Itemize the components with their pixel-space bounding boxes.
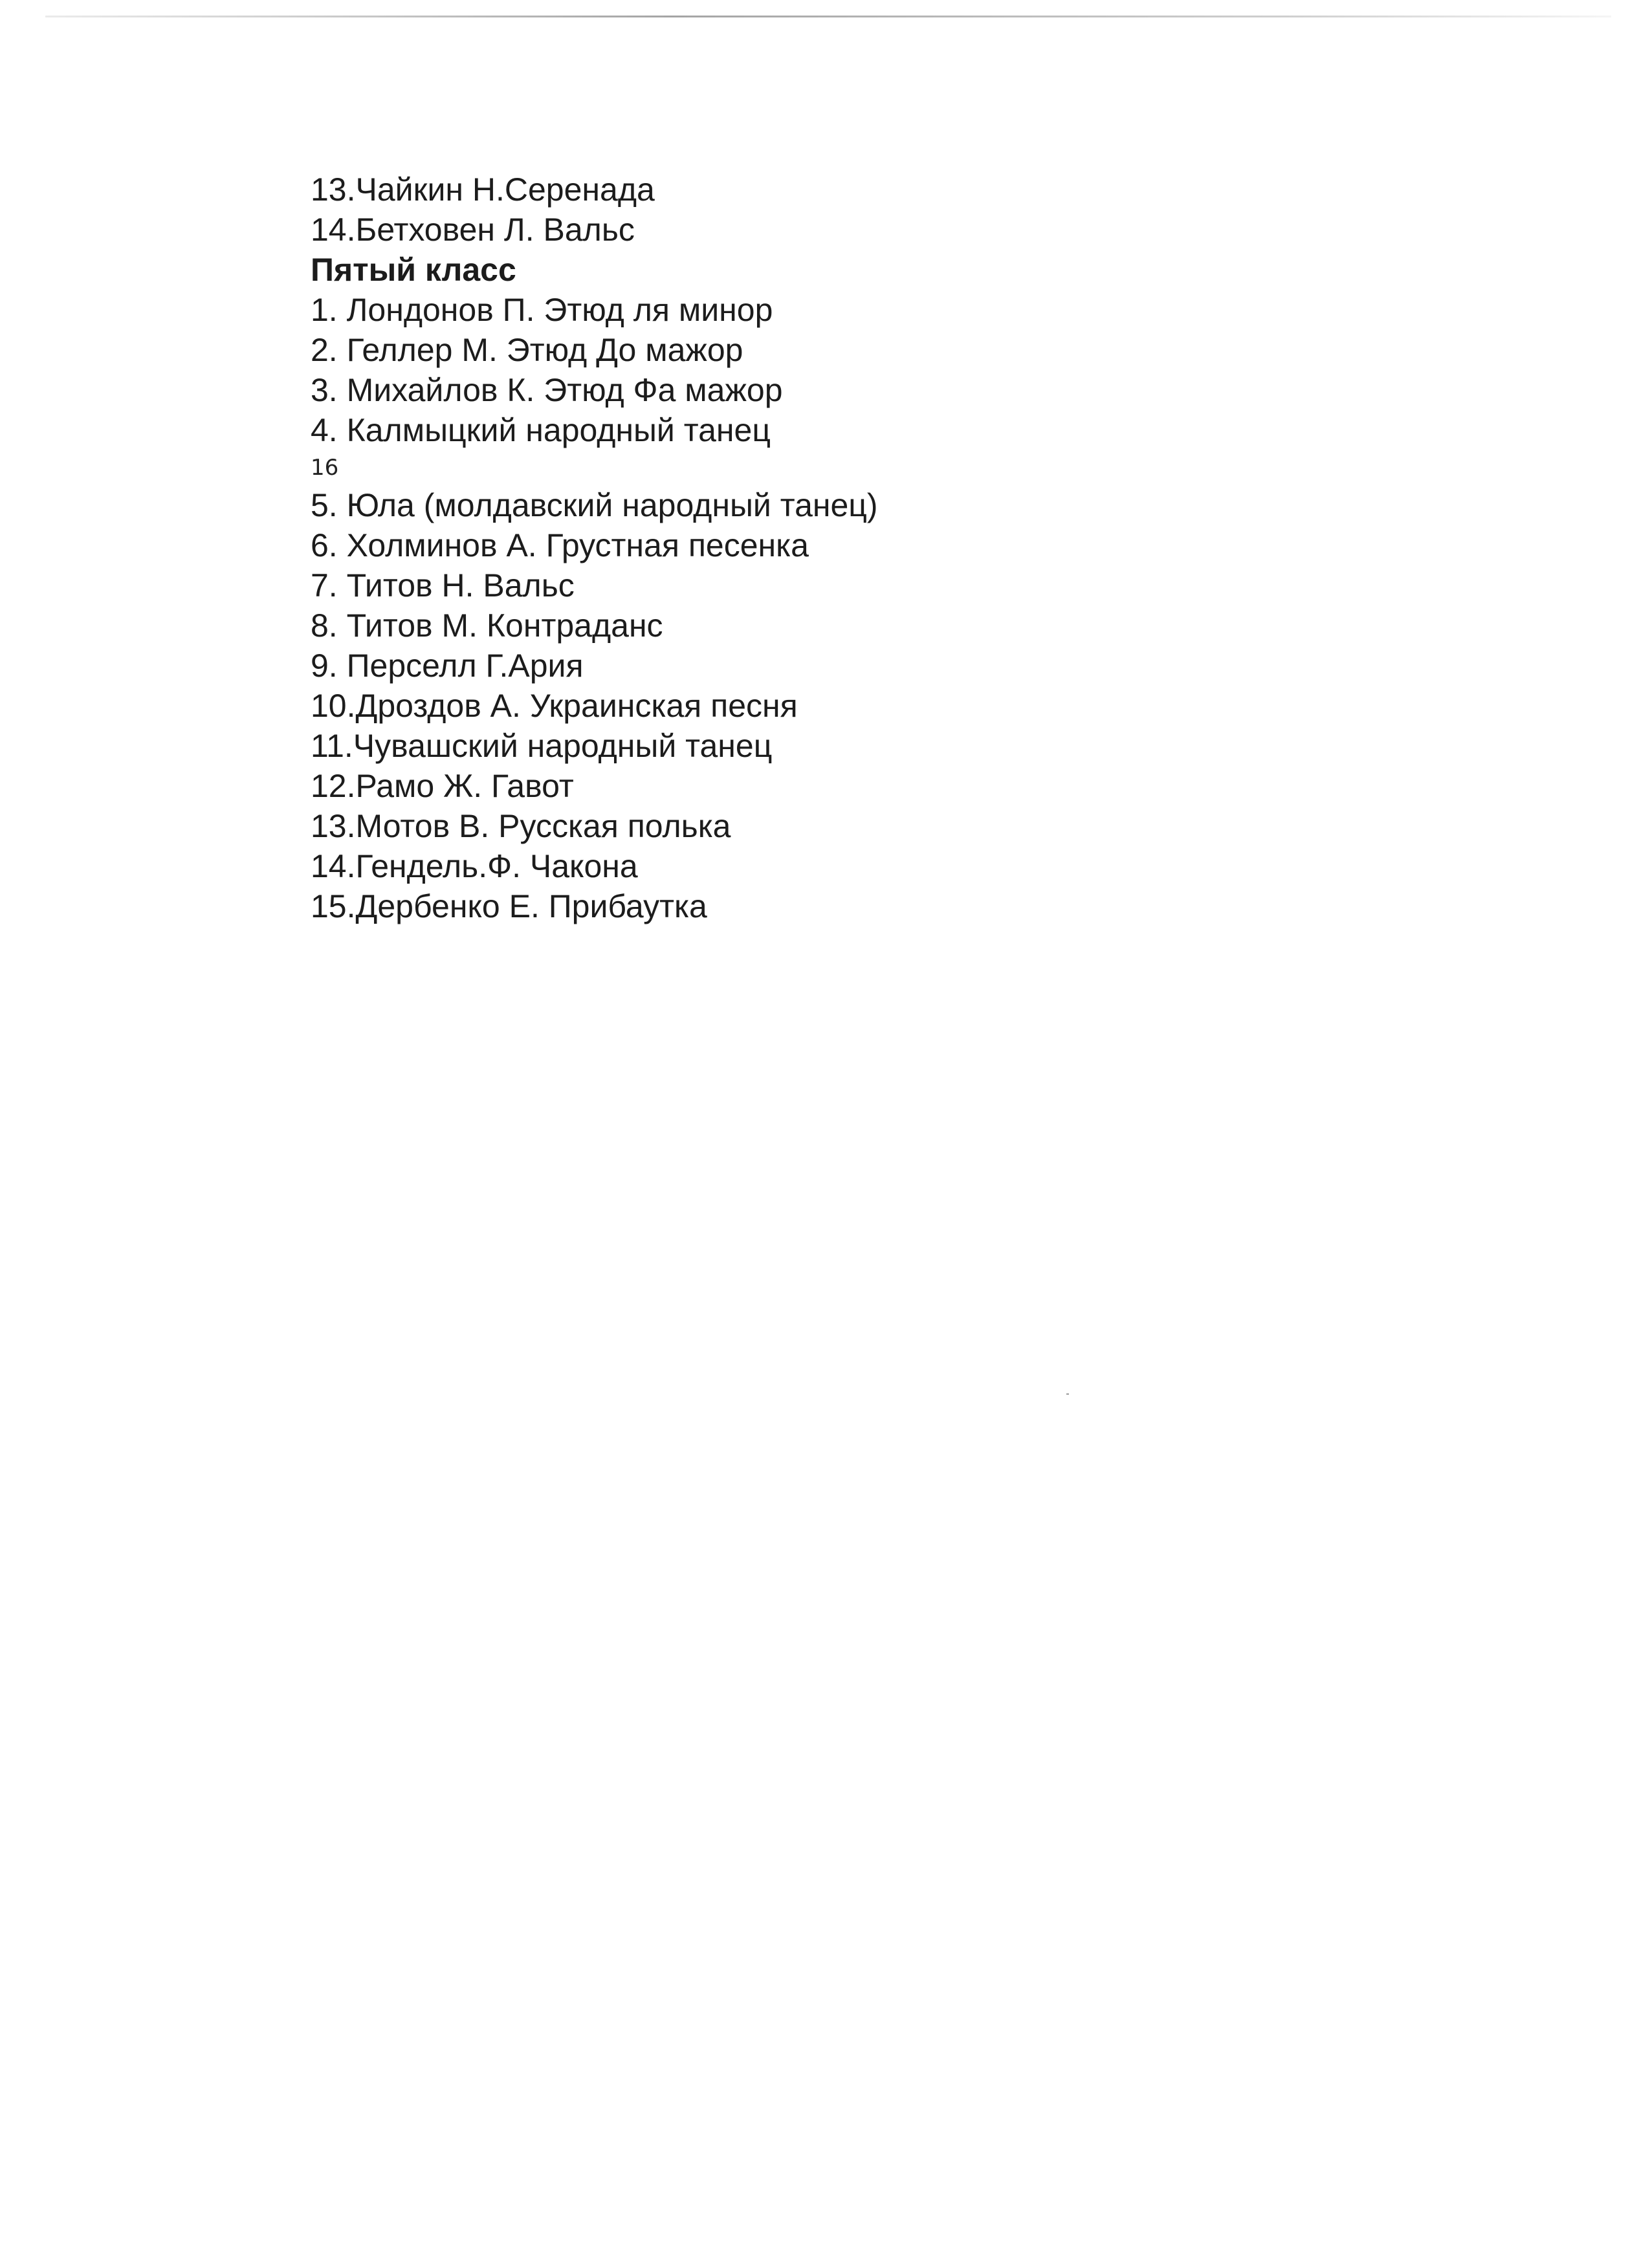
list-item: 5. Юла (молдавский народный танец) — [311, 487, 878, 523]
list-item: 4. Калмыцкий народный танец — [311, 412, 771, 448]
list-item: 8. Титов М. Контраданс — [311, 607, 663, 644]
list-item: 2. Геллер М. Этюд До мажор — [311, 332, 743, 368]
scan-edge-line — [45, 16, 1611, 17]
list-item: 6. Холминов А. Грустная песенка — [311, 527, 809, 563]
list-item: 15.Дербенко Е. Прибаутка — [311, 888, 707, 924]
page-number: 16 — [311, 455, 339, 481]
list-item: 13.Мотов В. Русская полька — [311, 808, 731, 844]
document-body — [311, 169, 1411, 926]
list-item: 11.Чувашский народный танец — [311, 728, 773, 764]
list-item: 9. Перселл Г.Ария — [311, 648, 584, 684]
list-item: 12.Рамо Ж. Гавот — [311, 768, 574, 804]
list-item: 14.Бетховен Л. Вальс — [311, 212, 635, 248]
section-title: Пятый класс — [311, 252, 516, 288]
list-item: 14.Гендель.Ф. Чакона — [311, 848, 638, 884]
scan-speck — [1066, 1393, 1069, 1395]
list-item: 7. Титов Н. Вальс — [311, 567, 575, 604]
list-item: 3. Михайлов К. Этюд Фа мажор — [311, 372, 783, 408]
list-item: 1. Лондонов П. Этюд ля минор — [311, 292, 773, 328]
list-item: 13.Чайкин Н.Серенада — [311, 171, 655, 208]
list-item: 10.Дроздов А. Украинская песня — [311, 688, 798, 724]
